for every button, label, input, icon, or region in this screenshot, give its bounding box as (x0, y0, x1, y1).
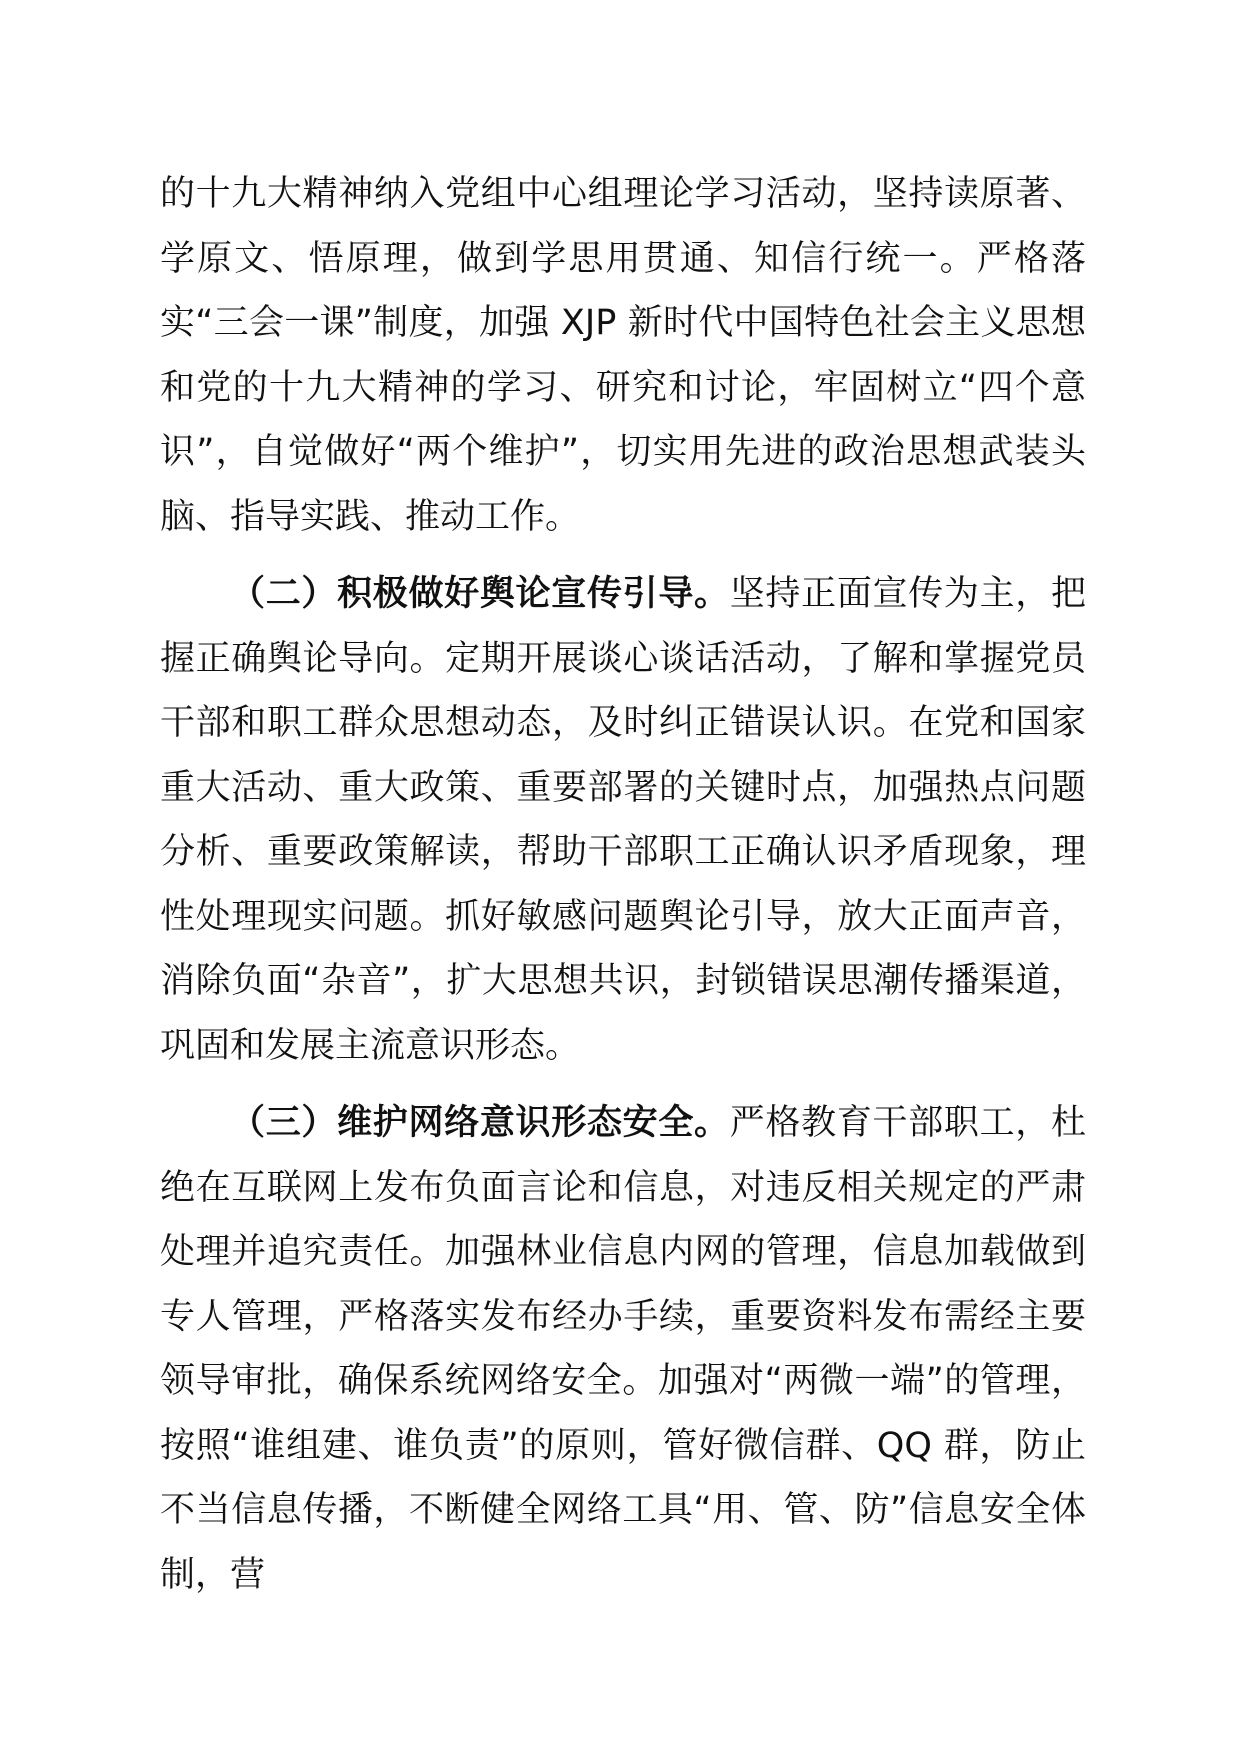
section-heading: （三）维护网络意识形态安全。 (230, 1103, 730, 1143)
section-heading: （二）积极做好舆论宣传引导。 (230, 574, 730, 614)
paragraph-body: 坚持正面宣传为主，把握正确舆论导向。定期开展谈心谈话活动，了解和掌握党员干部和职工群众思想动态，及时纠正错误认识。在党和国家重大活动、重大政策、重要部署的关键时点，加强热点问题分析、重要政策解读，帮助干部职工正确认识矛盾现象，理性处理现实问题。抓好敏感问题舆论引导，放大正面声音，消除负面“杂音”，扩大思想共识，封锁错误思潮传播渠道，巩固和发展主流意识形态。 (160, 574, 1086, 1066)
paragraph-body: 严格教育干部职工，杜绝在互联网上发布负面言论和信息，对违反相关规定的严肃处理并追究责任。加强林业信息内网的管理，信息加载做到专人管理，严格落实发布经办手续，重要资料发布需经主要领导审批，确保系统网络安全。加强对“两微一端”的管理，按照“谁组建、谁负责”的原则，管好微信群、QQ 群，防止不当信息传播，不断健全网络工具“用、管、防”信息安全体制，营 (160, 1103, 1086, 1595)
paragraph-continuation (160, 162, 1086, 549)
paragraph-section-2 (160, 562, 1086, 1078)
document-body (160, 162, 1086, 1607)
paragraph-section-3 (160, 1091, 1086, 1607)
paragraph-body: 的十九大精神纳入党组中心组理论学习活动，坚持读原著、学原文、悟原理，做到学思用贯通、知信行统一。严格落实“三会一课”制度，加强 XJP 新时代中国特色社会主义思想和党的十九大精神的学习、研究和讨论，牢固树立“四个意识”，自觉做好“两个维护”，切实用先进的政治思想武装头脑、指导实践、推动工作。 (160, 174, 1086, 537)
